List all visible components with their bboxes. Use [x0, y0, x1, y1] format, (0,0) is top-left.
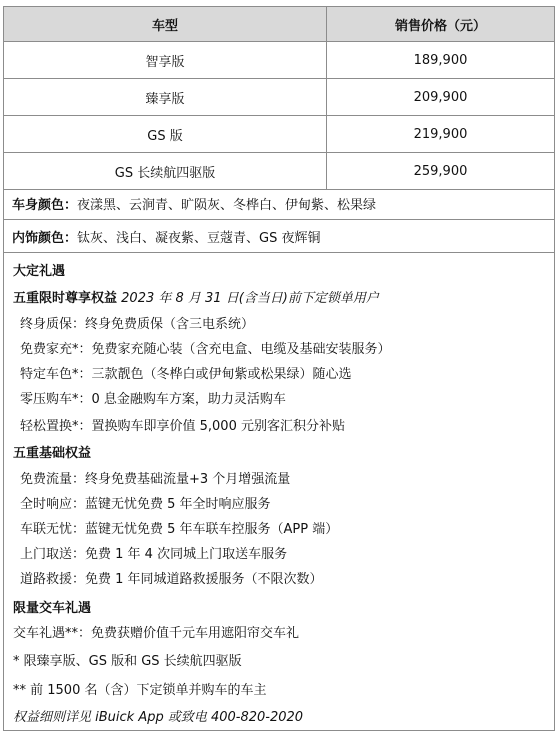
limited-offers-date-note: 2023 年 8 月 31 日(含当日)前下定锁单用户	[121, 291, 379, 306]
interior-color-label: 内饰颜色：	[12, 230, 78, 246]
table-row	[4, 79, 555, 116]
basic-offer-item: 道路救援：免费 1 年同城道路救援服务（不限次数）	[20, 572, 323, 587]
interior-color-row	[3, 220, 555, 253]
exterior-color-label: 车身颜色：	[12, 197, 78, 213]
table-row	[4, 42, 555, 79]
limited-offer-item: 零压购车*：0 息金融购车方案，助力灵活购车	[20, 392, 286, 407]
footnote-single-star: * 限臻享版、GS 版和 GS 长续航四驱版	[13, 654, 242, 669]
offers-title: 大定礼遇	[13, 264, 66, 279]
price-cell: 259,900	[327, 153, 555, 190]
basic-offer-item: 全时响应：蓝键无忧免费 5 年全时响应服务	[20, 497, 271, 512]
limited-offer-item: 免费家充*：免费家充随心装（含充电盒、电缆及基础安装服务）	[20, 342, 391, 357]
column-header-price: 销售价格（元）	[327, 7, 555, 42]
price-cell: 189,900	[327, 42, 555, 79]
model-cell: GS 长续航四驱版	[4, 153, 327, 190]
price-cell: 219,900	[327, 116, 555, 153]
limited-offer-item: 轻松置换*：置换购车即享价值 5,000 元别客汇积分补贴	[20, 419, 345, 434]
exterior-color-row	[3, 187, 555, 220]
model-cell: GS 版	[4, 116, 327, 153]
contact-note: 权益细则详见 iBuick App 或致电 400-820-2020	[13, 710, 304, 725]
limited-offer-item: 特定车色*：三款靓色（冬桦白或伊甸紫或松果绿）随心选	[20, 367, 352, 382]
table-header-row	[4, 7, 555, 42]
column-header-model: 车型	[4, 7, 327, 42]
exterior-color-value: 夜漾黑、云涧青、旷陨灰、冬桦白、伊甸紫、松果绿	[77, 197, 377, 213]
limited-offer-item: 终身质保：终身免费质保（含三电系统）	[20, 317, 255, 332]
offers-section	[3, 253, 555, 731]
basic-offer-item: 上门取送：免费 1 年 4 次同城上门取送车服务	[20, 547, 288, 562]
table-row	[4, 116, 555, 153]
interior-color-value: 钛灰、浅白、凝夜紫、豆蔻青、GS 夜辉铜	[77, 230, 321, 246]
footnote-double-star: ** 前 1500 名（含）下定锁单并购车的车主	[13, 683, 267, 698]
price-table	[3, 6, 555, 190]
delivery-offer-item: 交车礼遇**：免费获赠价值千元车用遮阳帘交车礼	[13, 626, 300, 641]
basic-offer-item: 免费流量：终身免费基础流量+3 个月增强流量	[20, 472, 291, 487]
limited-offers-title: 五重限时尊享权益	[13, 291, 118, 306]
delivery-offer-title: 限量交车礼遇	[13, 601, 92, 616]
table-row	[4, 153, 555, 190]
limited-offers-heading	[13, 287, 379, 306]
model-cell: 智享版	[4, 42, 327, 79]
basic-offers-title: 五重基础权益	[13, 446, 92, 461]
basic-offer-item: 车联无忧：蓝键无忧免费 5 年车联车控服务（APP 端）	[20, 522, 339, 537]
price-cell: 209,900	[327, 79, 555, 116]
model-cell: 臻享版	[4, 79, 327, 116]
